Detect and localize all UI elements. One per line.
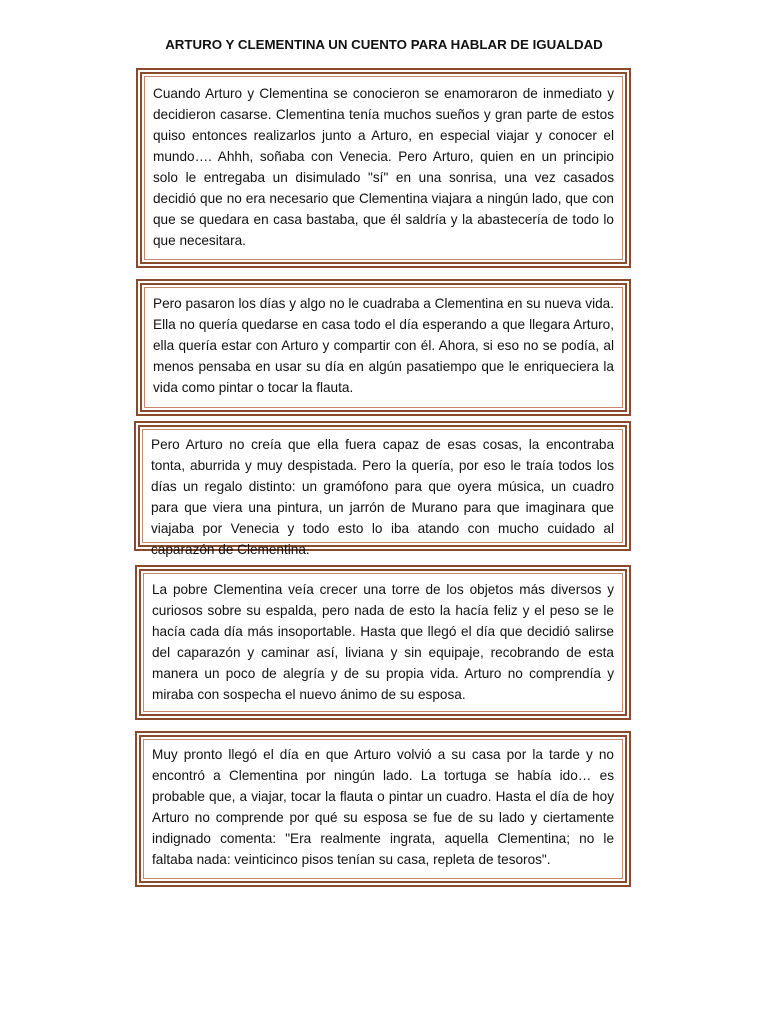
story-paragraph-2: Pero pasaron los días y algo no le cuadraba a Clementina en su nueva vida. Ella no quería quedarse en casa todo el día esperando a que llegara Arturo, ella quería estar con Arturo y compartir con él. Ahora, si eso no se podía, al menos pensaba en usar su día en algún pasatiempo que le enriqueciera la vida como pintar o tocar la flauta. <box>153 296 614 395</box>
story-paragraph-5: Muy pronto llegó el día en que Arturo volvió a su casa por la tarde y no encontró a Clementina por ningún lado. La tortuga se había ido… es probable que, a viajar, tocar la flauta o pintar un cuadro. Hasta el día de hoy Arturo no comprende por qué su esposa se fue de su lado y ciertamente indignado comenta: "Era realmente ingrata, aquella Clementina; no le faltaba nada: veinticinco pisos tenían su casa, repleta de tesoros". <box>152 747 614 867</box>
story-paragraph-4: La pobre Clementina veía crecer una torre de los objetos más diversos y curiosos sobre su espalda, pero nada de esto la hacía feliz y el peso se le hacía cada día más insoportable. Hasta que llegó el día que decidió salirse del caparazón y caminar así, liviana y sin equipaje, recobrando de esta manera un poco de alegría y de su propia vida. Arturo no comprendía y miraba con sospecha el nuevo ánimo de su esposa. <box>152 582 614 702</box>
story-paragraph-3: Pero Arturo no creía que ella fuera capaz de esas cosas, la encontraba tonta, aburrida y muy despistada. Pero la quería, por eso le traía todos los días un regalo distinto: un gramófono para que oyera música, un cuadro para que viera una pintura, un jarrón de Murano para que imaginara que viajaba por Venecia y todo esto lo iba atando con mucho cuidado al caparazón de Clementina. <box>151 437 614 557</box>
story-box-3 <box>138 425 627 557</box>
story-box-4 <box>139 569 627 716</box>
story-box-1 <box>140 72 627 264</box>
story-box-5 <box>139 735 627 883</box>
story-paragraph-1: Cuando Arturo y Clementina se conocieron se enamoraron de inmediato y decidieron casarse. Clementina tenía muchos sueños y gran parte de estos quiso entonces realizarlos junto a Arturo, en especial viajar y conocer el mundo…. Ahhh, soñaba con Venecia. Pero Arturo, quien en un principio solo le entregaba un disimulado "sí" en una sonrisa, una vez casados decidió que no era necesario que Clementina viajara a ningún lado, que con que se quedara en casa bastaba, que él saldría y la abastecería de todo lo que necesitara. <box>153 86 614 248</box>
document-title: ARTURO Y CLEMENTINA UN CUENTO PARA HABLAR DE IGUALDAD <box>165 37 603 52</box>
story-box-2 <box>140 283 627 412</box>
